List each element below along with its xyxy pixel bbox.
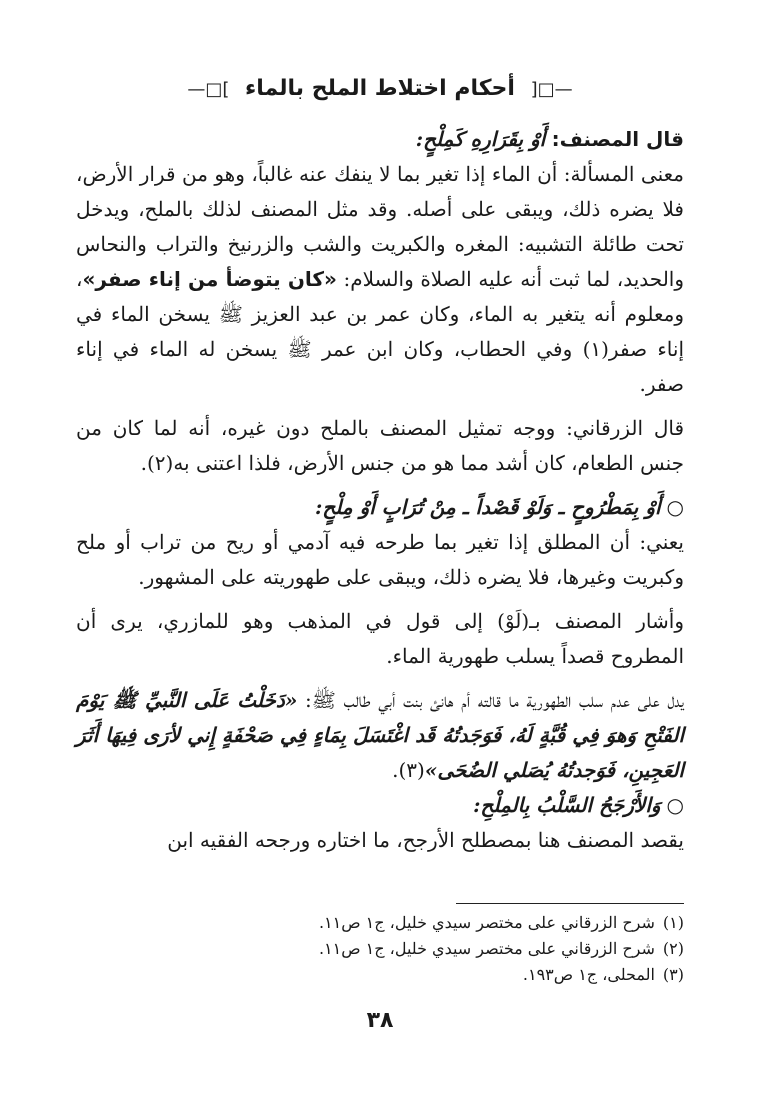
ornament-right-icon: —□[ [530,79,573,100]
heading-title: أحكام اختلاط الملح بالماء [245,76,515,101]
hadith-umm-hani: «دَخَلْتُ عَلَى النَّبيِّ ﷺ يَوْمَ الفَتْحِ وَهوَ فِي قُبَّةٍ لَهُ، فَوَجَدتُهُ قَد اغْتَسَلَ بِمَاءٍ فِي صَحْفَةٍ إِني لأرَى فِيهَا أَثَرَ العَجِينِ، فَوَجدتُهُ يُصَلي الضُحَى» [76,688,684,782]
bullet-circle-icon: ○ [666,793,684,817]
footnote-divider [456,903,684,904]
bullet-matn-2: ○وَالأَرْجَحُ السَّلْبُ بِالمِلْحِ: [473,793,684,817]
footnote-1: (١)شرح الزرقاني على مختصر سيدي خليل، ج١ ص١١. [318,913,684,932]
bullet-circle-icon: ○ [666,495,684,519]
author-label: قال المصنف: [551,127,684,151]
footnote-3: (٣)المحلى، ج١ ص١٩٣. [522,965,684,984]
paragraph-explanation: يعني: أن المطلق إذا تغير بما طرحه فيه آدمي أو ريح من تراب أو ملح وكبريت وغيرها، فلا يضره ذلك، ويبقى على طهوريته على المشهور. [76,530,684,589]
page-number: ٣٨ [366,1008,394,1033]
paragraph-meaning: معنى المسألة: أن الماء إذا تغير بما لا ينفك عنه غالباً، وهو من قرار الأرض، فلا يضره ذلك، ويبقى على أصله. وقد مثل المصنف لذلك بالملح، ويدخل تحت طائلة التشبيه: المغره والكبريت والشب والزرنيخ والتراب والنحاس والحديد، لما ثبت أنه عليه الصلاة والسلام: «كان يتوضأ من إناء صفر»، ومعلوم أنه يتغير به الماء، وكان عمر بن عبد العزيز ﷺ يسخن الماء في إناء صفر(١) وفي الحطاب، وكان ابن عمر ﷺ يسخن له الماء في إناء صفر. [76,162,685,396]
paragraph-zurqani: قال الزرقاني: ووجه تمثيل المصنف بالملح دون غيره، أنه لما كان من جنس الطعام، كان أشد مما هو من جنس الأرض، فلذا اعتنى به(٢). [76,416,684,475]
ornament-left-icon: ]□— [187,79,230,100]
paragraph-author-quote [76,122,684,157]
paragraph-arjah: يقصد المصنف هنا بمصطلح الأرجح، ما اختاره ورجحه الفقيه ابن [167,828,684,852]
bullet-matn-1: ○أَوْ بِمَطْرُوحٍ ـ وَلَوْ قَصْداً ـ مِنْ تُرَابٍ أَوْ مِلْحٍ: [315,495,684,519]
footnote-2: (٢)شرح الزرقاني على مختصر سيدي خليل، ج١ ص١١. [318,939,684,958]
footnotes [76,910,684,988]
matn-quote: أَوْ بِقَرَارِهِ كَمِلْحٍ: [415,127,546,151]
paragraph-evidence: يدل على عدم سلب الطهورية ما قالته أم هانئ بنت أبي طالب ﷺ: «دَخَلْتُ عَلَى النَّبيِّ ﷺ يَوْمَ الفَتْحِ وَهوَ فِي قُبَّةٍ لَهُ، فَوَجَدتُهُ قَد اغْتَسَلَ بِمَاءٍ فِي صَحْفَةٍ إِني لأرَى فِيهَا أَثَرَ العَجِينِ، فَوَجدتُهُ يُصَلي الضُحَى»(٣). [76,688,684,782]
body-text [76,122,684,858]
hadith-quote: «كان يتوضأ من إناء صفر» [82,267,337,291]
section-heading [0,76,760,101]
paragraph-mazari: وأشار المصنف بـ(لَوْ) إلى قول في المذهب وهو للمازري، يرى أن المطروح قصداً يسلب طهورية الماء. [76,609,684,668]
